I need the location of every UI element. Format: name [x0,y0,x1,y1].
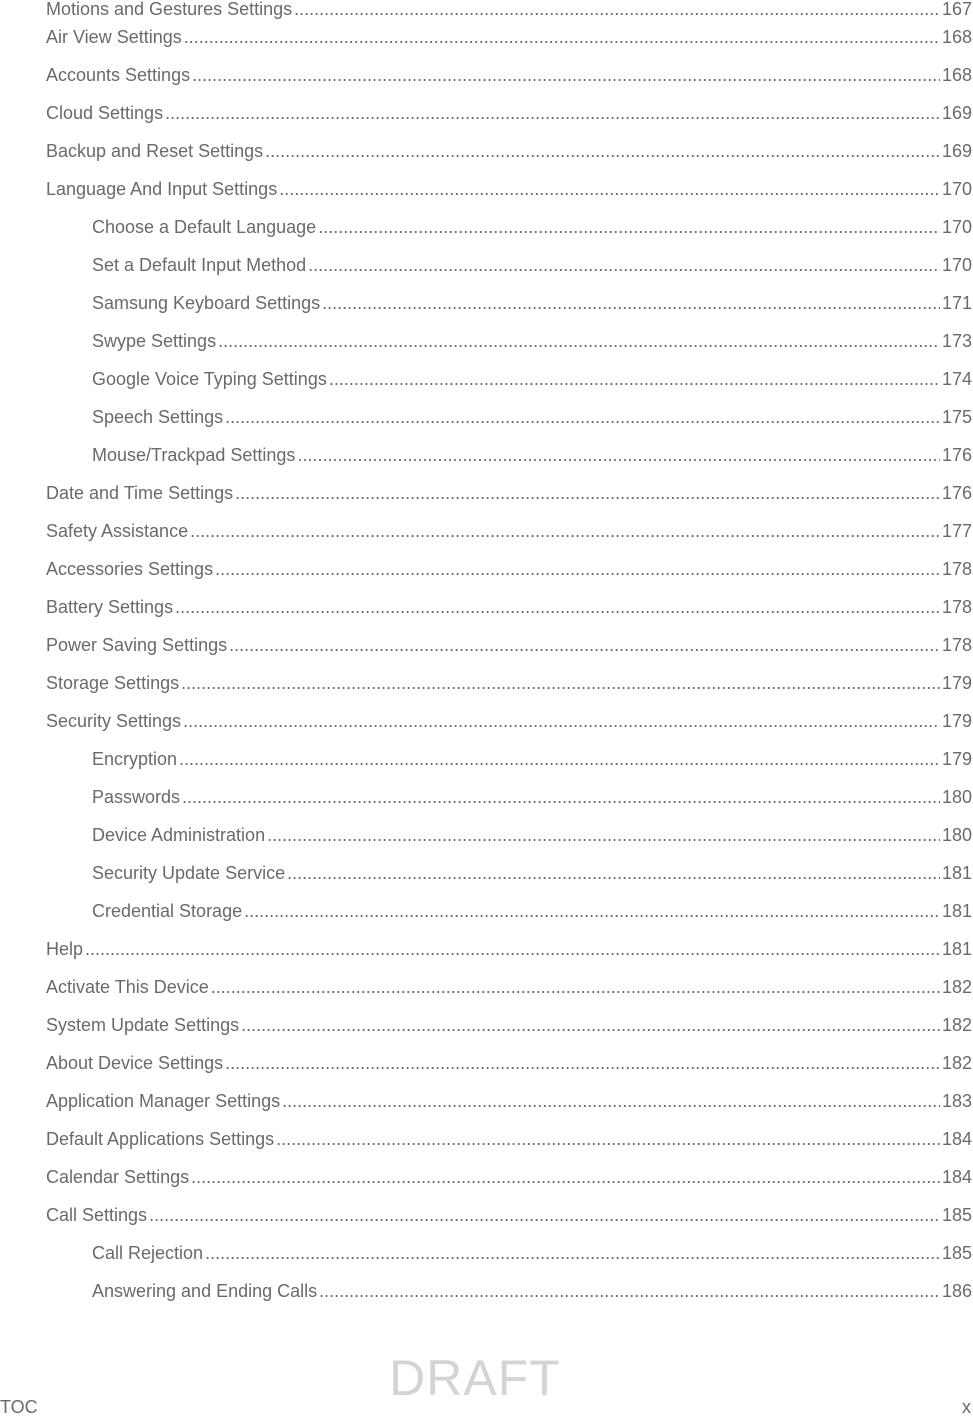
toc-entry-page-number: 181 [941,940,972,959]
toc-entry[interactable] [46,636,972,674]
toc-entry[interactable] [46,1282,972,1320]
toc-dot-leader [229,636,940,654]
toc-entry[interactable] [46,712,972,750]
toc-dot-leader [192,66,940,84]
toc-entry-page-number: 181 [941,902,972,921]
toc-entry-title: Power Saving Settings [46,636,228,655]
toc-entry-page-number: 178 [941,636,972,655]
toc-entry-page-number: 167 [941,0,972,19]
toc-dot-leader [165,104,940,122]
toc-entry-title: Air View Settings [46,28,182,47]
toc-entry-title: Set a Default Input Method [92,256,307,275]
toc-entry-title: Safety Assistance [46,522,189,541]
toc-entry-title: Default Applications Settings [46,1130,275,1149]
toc-dot-leader [85,940,940,958]
toc-entry-title: Call Rejection [92,1244,204,1263]
toc-entry-page-number: 175 [941,408,972,427]
toc-entry[interactable] [46,484,972,522]
toc-entry-title: Security Update Service [92,864,286,883]
toc-entry[interactable] [46,1206,972,1244]
draft-watermark: DRAFT [389,1350,561,1406]
toc-entry-title: Help [46,940,84,959]
toc-entry[interactable] [46,1168,972,1206]
toc-dot-leader [182,788,940,806]
toc-entry-title: Answering and Ending Calls [92,1282,318,1301]
toc-entry[interactable] [46,0,972,28]
toc-entry[interactable] [46,370,972,408]
toc-entry-page-number: 171 [941,294,972,313]
toc-entry-page-number: 170 [941,180,972,199]
toc-entry[interactable] [46,864,972,902]
toc-entry-title: Motions and Gestures Settings [46,0,293,19]
toc-entry-page-number: 184 [941,1168,972,1187]
toc-entry-page-number: 185 [941,1244,972,1263]
toc-dot-leader [190,522,940,540]
toc-entry[interactable] [46,1054,972,1092]
toc-entry-title: Accessories Settings [46,560,214,579]
toc-dot-leader [282,1092,940,1110]
toc-entry[interactable] [46,902,972,940]
toc-entry[interactable] [46,142,972,180]
toc-entry-title: Cloud Settings [46,104,164,123]
toc-entry-page-number: 176 [941,484,972,503]
toc-entry-page-number: 168 [941,66,972,85]
toc-dot-leader [241,1016,940,1034]
toc-entry[interactable] [46,294,972,332]
toc-entry-page-number: 180 [941,788,972,807]
toc-entry-title: Device Administration [92,826,266,845]
toc-entry-title: Encryption [92,750,178,769]
toc-entry-page-number: 185 [941,1206,972,1225]
toc-entry[interactable] [46,598,972,636]
toc-entry-page-number: 182 [941,1054,972,1073]
toc-entry[interactable] [46,826,972,864]
toc-entry-page-number: 177 [941,522,972,541]
toc-dot-leader [265,142,940,160]
toc-entry-title: Credential Storage [92,902,243,921]
toc-entry[interactable] [46,522,972,560]
toc-entry-page-number: 168 [941,28,972,47]
toc-entry-page-number: 183 [941,1092,972,1111]
toc-entry-title: Speech Settings [92,408,224,427]
toc-dot-leader [149,1206,940,1224]
toc-dot-leader [318,218,940,236]
toc-entry-title: Samsung Keyboard Settings [92,294,321,313]
toc-dot-leader [175,598,940,616]
toc-entry[interactable] [46,674,972,712]
toc-dot-leader [225,1054,940,1072]
toc-dot-leader [329,370,940,388]
toc-entry-page-number: 179 [941,674,972,693]
toc-dot-leader [215,560,940,578]
toc-entry-title: Choose a Default Language [92,218,317,237]
toc-entry-page-number: 170 [941,218,972,237]
table-of-contents [46,0,972,1320]
toc-entry-title: Calendar Settings [46,1168,190,1187]
toc-entry-title: Accounts Settings [46,66,191,85]
toc-entry[interactable] [46,256,972,294]
toc-entry-title: Call Settings [46,1206,148,1225]
toc-entry-title: Activate This Device [46,978,209,997]
toc-dot-leader [287,864,940,882]
toc-entry-title: System Update Settings [46,1016,240,1035]
toc-entry-title: Date and Time Settings [46,484,234,503]
toc-dot-leader [225,408,940,426]
toc-dot-leader [181,674,940,692]
toc-entry-page-number: 186 [941,1282,972,1301]
toc-dot-leader [276,1130,940,1148]
toc-entry[interactable] [46,66,972,104]
toc-dot-leader [218,332,940,350]
toc-entry-title: Mouse/Trackpad Settings [92,446,296,465]
toc-entry-page-number: 169 [941,142,972,161]
toc-entry[interactable] [46,750,972,788]
toc-entry[interactable] [46,28,972,66]
toc-entry-page-number: 173 [941,332,972,351]
toc-entry[interactable] [46,788,972,826]
toc-entry-title: Application Manager Settings [46,1092,281,1111]
toc-entry[interactable] [46,218,972,256]
toc-entry-page-number: 184 [941,1130,972,1149]
toc-entry-title: Swype Settings [92,332,217,351]
toc-dot-leader [294,0,940,18]
footer-page-number: x [962,1397,971,1417]
toc-entry-page-number: 179 [941,750,972,769]
toc-dot-leader [279,180,940,198]
toc-entry-page-number: 179 [941,712,972,731]
toc-entry-title: Language And Input Settings [46,180,278,199]
toc-dot-leader [308,256,940,274]
toc-entry[interactable] [46,408,972,446]
toc-entry[interactable] [46,940,972,978]
toc-entry[interactable] [46,180,972,218]
toc-entry-page-number: 174 [941,370,972,389]
toc-entry-page-number: 169 [941,104,972,123]
toc-dot-leader [235,484,940,502]
toc-dot-leader [205,1244,940,1262]
toc-entry[interactable] [46,1244,972,1282]
toc-dot-leader [211,978,940,996]
toc-entry[interactable] [46,560,972,598]
toc-entry-title: Storage Settings [46,674,180,693]
toc-dot-leader [297,446,940,464]
toc-entry[interactable] [46,1130,972,1168]
toc-dot-leader [319,1282,940,1300]
footer-section-label: TOC [0,1397,38,1417]
toc-entry-title: Passwords [92,788,181,807]
toc-dot-leader [179,750,940,768]
toc-entry[interactable] [46,446,972,484]
toc-entry-title: Battery Settings [46,598,174,617]
toc-entry[interactable] [46,332,972,370]
toc-entry-page-number: 181 [941,864,972,883]
toc-entry[interactable] [46,1016,972,1054]
toc-entry-page-number: 178 [941,560,972,579]
toc-dot-leader [184,28,940,46]
toc-dot-leader [267,826,940,844]
toc-entry[interactable] [46,1092,972,1130]
toc-entry[interactable] [46,978,972,1016]
toc-dot-leader [191,1168,940,1186]
toc-entry-page-number: 170 [941,256,972,275]
toc-entry-page-number: 178 [941,598,972,617]
toc-entry-page-number: 182 [941,978,972,997]
toc-entry-title: Backup and Reset Settings [46,142,264,161]
toc-entry-title: Security Settings [46,712,182,731]
toc-dot-leader [183,712,940,730]
toc-entry-page-number: 180 [941,826,972,845]
toc-entry[interactable] [46,104,972,142]
toc-entry-title: About Device Settings [46,1054,224,1073]
toc-dot-leader [244,902,940,920]
toc-entry-page-number: 176 [941,446,972,465]
toc-dot-leader [322,294,940,312]
toc-entry-title: Google Voice Typing Settings [92,370,327,389]
toc-entry-page-number: 182 [941,1016,972,1035]
